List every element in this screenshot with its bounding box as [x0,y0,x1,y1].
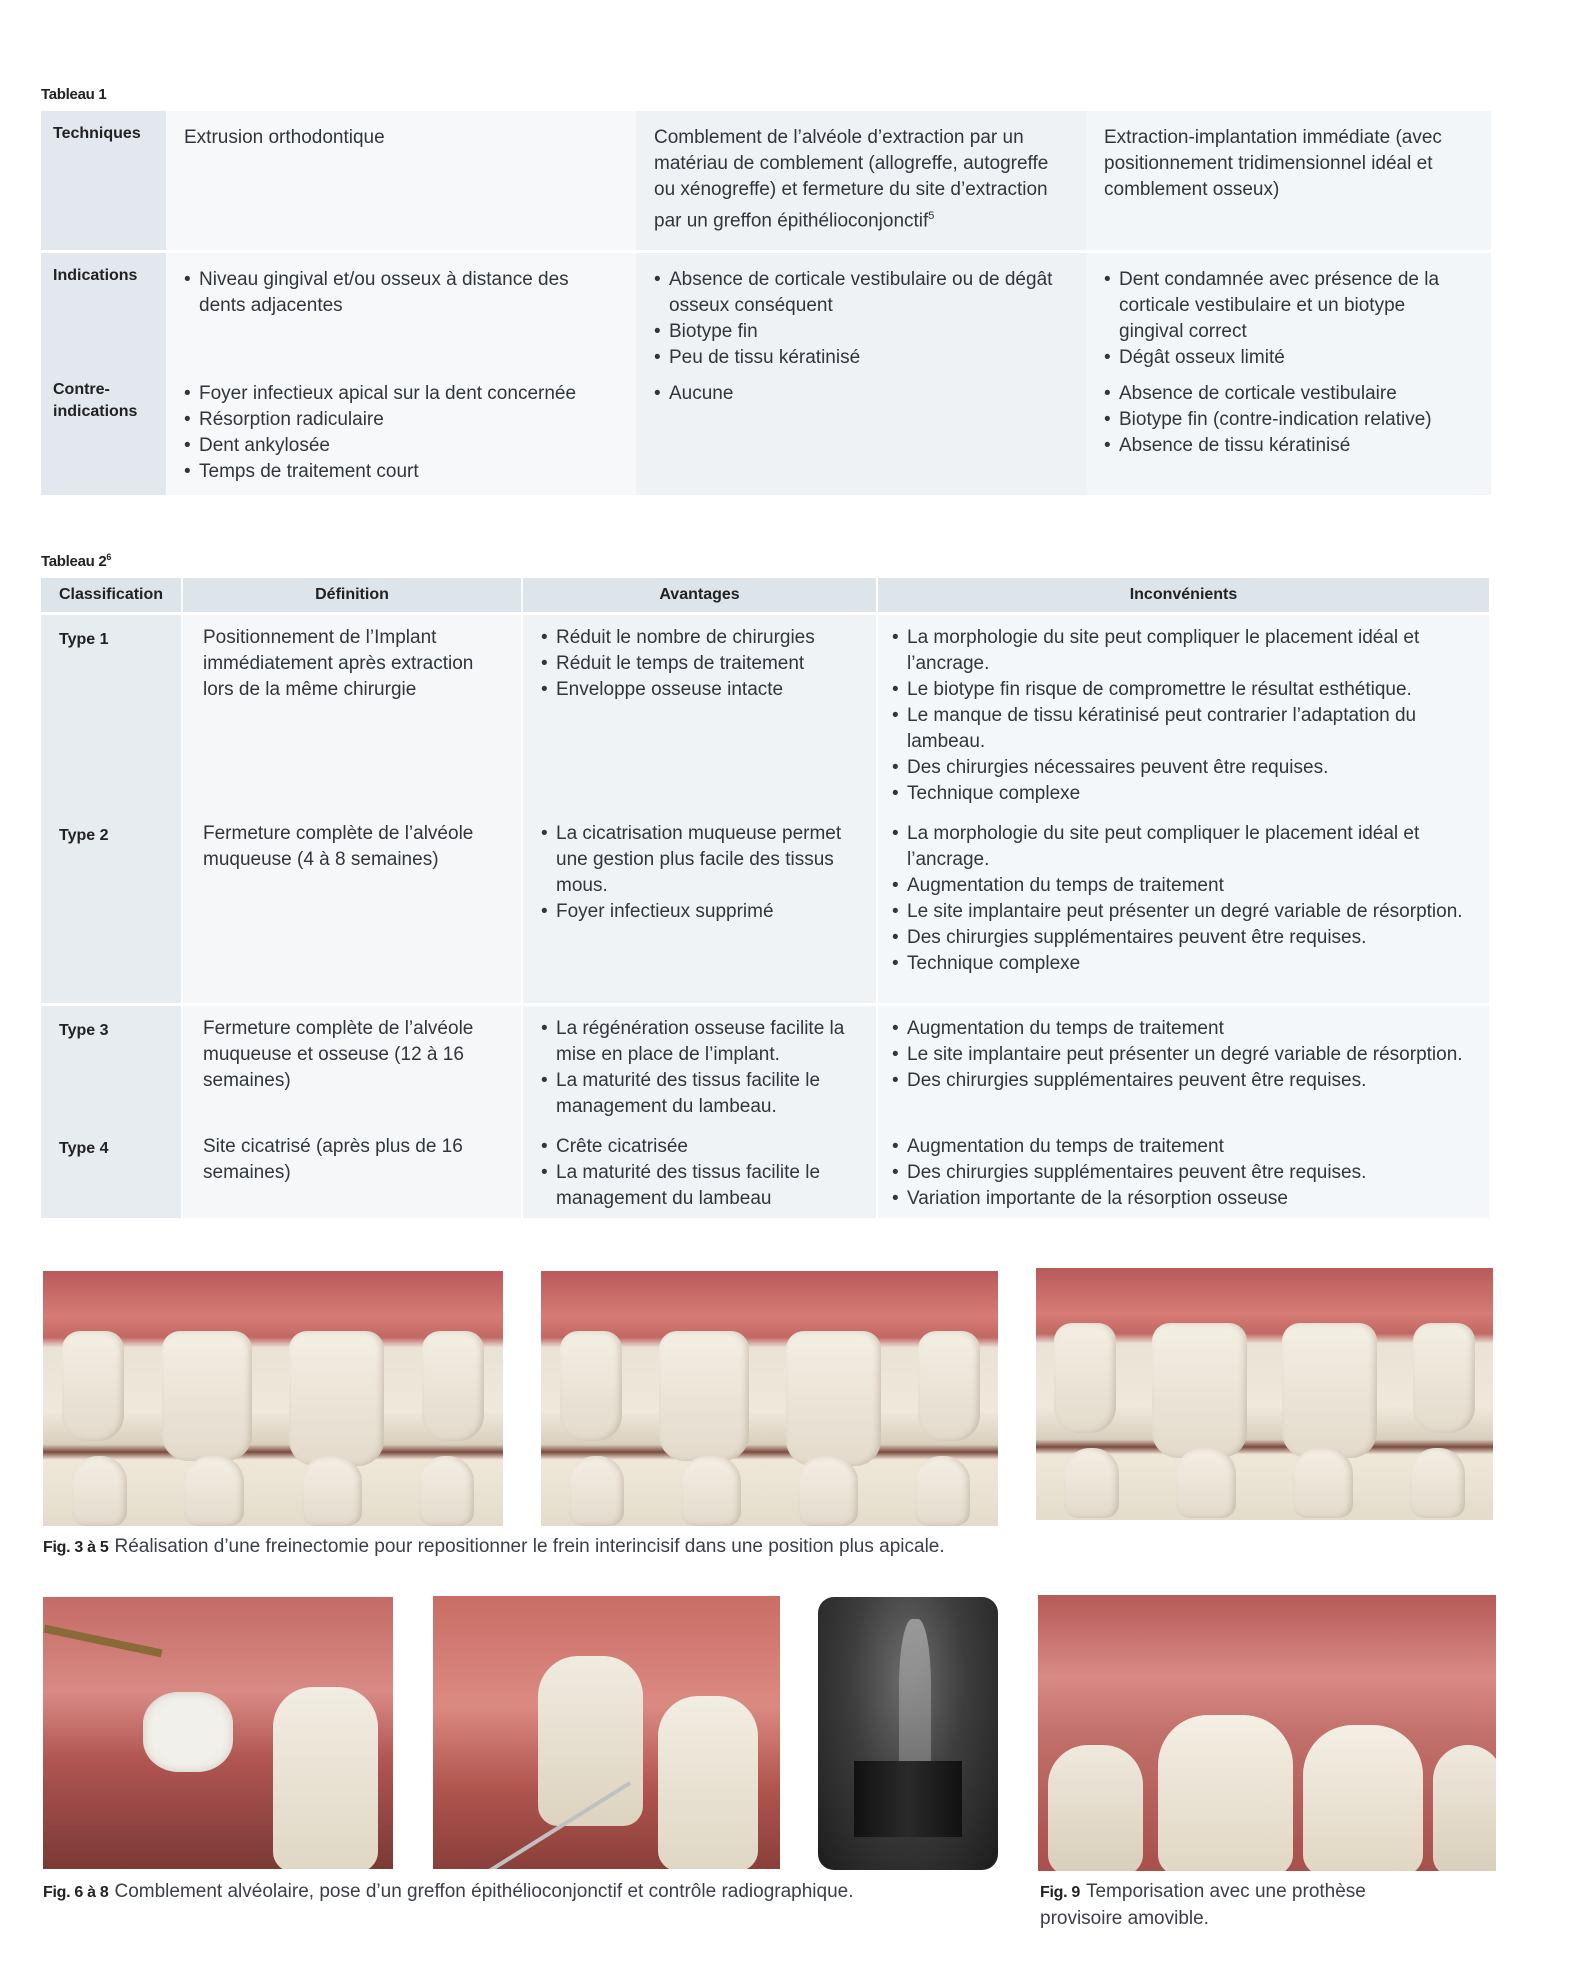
row-header: Type 4 [41,1124,183,1218]
list-item: • La morphologie du site peut compliquer le placement idéal et l’ancrage. [892,821,1477,873]
tableau2-title [41,552,111,570]
list-item: • Le site implantaire peut présenter un degré variable de résorption. [892,899,1477,925]
row-header: Type 1 [41,615,183,813]
figure-label: Fig. 6 à 8 [43,1884,109,1901]
table-row [41,367,1491,483]
list-item: • Crête cicatrisée [541,1134,864,1160]
table-row [41,253,1491,367]
cell [523,615,878,813]
list-item: • Réduit le nombre de chirurgies [541,625,864,651]
list-item: • Foyer infectieux supprimé [541,899,864,925]
list-item: • La morphologie du site peut compliquer le placement idéal et l’ancrage. [892,625,1477,677]
cell: Positionnement de l’Implant immédiatement après extraction lors de la même chirurgie [183,615,523,813]
list-item: • Technique complexe [892,951,1477,977]
table-row [41,612,1491,808]
table-row [41,1121,1491,1209]
list-item: • Réduit le temps de traitement [541,651,864,677]
list-item: • Des chirurgies supplémentaires peuvent être requises. [892,925,1477,951]
list-item: • Absence de tissu kératinisé [1104,433,1473,459]
list-item: • Enveloppe osseuse intacte [541,677,864,703]
list-item: • Absence de corticale vestibulaire ou de dégât osseux conséquent [654,267,1068,319]
list-item: • Aucune [654,381,1068,407]
photo-fig6 [43,1597,393,1869]
list-item: • Variation importante de la résorption osseuse [892,1186,1477,1212]
cell [523,1124,878,1218]
list-item: • Résorption radiculaire [184,407,618,433]
caption-fig3-5 [43,1534,945,1561]
list-item: • Le biotype fin risque de compromettre le résultat esthétique. [892,677,1477,703]
cell-text: Comblement de l’alvéole d’extraction par un matériau de comblement (allogreffe, autogreffe ou xénogreffe) et fermeture du site d’extraction par un greffon épithélioconjonctif [654,127,1049,232]
list-item: • Biotype fin (contre-indication relative) [1104,407,1473,433]
list-item: • Dent condamnée avec présence de la corticale vestibulaire et un biotype gingival correct [1104,267,1473,345]
photo-fig5 [1036,1268,1493,1520]
row-header: Contre-indications [41,367,166,495]
photo-fig3 [43,1271,503,1526]
list-item: • Augmentation du temps de traitement [892,1134,1477,1160]
caption-fig9 [1040,1879,1420,1932]
photo-fig8-radiograph [818,1597,998,1870]
cell [636,253,1086,381]
tableau1 [41,111,1491,483]
list-item: • Temps de traitement court [184,459,618,485]
cell [523,811,878,1003]
list-item: • Dent ankylosée [184,433,618,459]
cell [166,367,636,495]
implant-shape [854,1761,962,1837]
row-header: Techniques [41,111,166,250]
list-item: • Des chirurgies supplémentaires peuvent être requises. [892,1068,1477,1094]
caption-text: Réalisation d’une freinectomie pour repositionner le frein interincisif dans une position plus apicale. [114,1536,945,1557]
column-header: Avantages [523,578,878,612]
figure-label: Fig. 3 à 5 [43,1539,109,1556]
list-item: • Augmentation du temps de traitement [892,873,1477,899]
footnote-ref: 6 [106,552,112,562]
cell [1086,367,1491,495]
list-item: • Augmentation du temps de traitement [892,1016,1477,1042]
tableau1-title: Tableau 1 [41,86,107,103]
list-item: • La maturité des tissus facilite le management du lambeau [541,1160,864,1212]
title-text: Tableau 2 [41,553,107,570]
cell [878,615,1491,813]
cell [878,1006,1491,1126]
row-header: Type 2 [41,811,183,1003]
list-item: • Technique complexe [892,781,1477,807]
caption-text: Temporisation avec une prothèse provisoire amovible. [1040,1881,1366,1929]
list-item: • Biotype fin [654,319,1068,345]
row-header: Type 3 [41,1006,183,1126]
footnote-ref: 5 [928,210,935,222]
cell [636,111,1086,250]
cell: Extrusion orthodontique [166,111,636,250]
column-header: Inconvénients [878,578,1491,612]
table-row [41,1003,1491,1121]
cell [878,1124,1491,1218]
list-item: • Le manque de tissu kératinisé peut contrarier l’adaptation du lambeau. [892,703,1477,755]
table-header [41,578,1491,612]
list-item: • La cicatrisation muqueuse permet une gestion plus facile des tissus mous. [541,821,864,899]
list-item: • Absence de corticale vestibulaire [1104,381,1473,407]
tableau2 [41,578,1491,1209]
caption-fig6-8 [43,1879,854,1906]
column-header: Définition [183,578,523,612]
row-header: Indications [41,253,166,381]
cell [1086,253,1491,381]
column-header: Classification [41,578,183,612]
list-item: • La maturité des tissus facilite le management du lambeau. [541,1068,864,1120]
photo-fig9 [1038,1595,1496,1871]
cell [636,367,1086,495]
cell [166,253,636,381]
list-item: • Le site implantaire peut présenter un degré variable de résorption. [892,1042,1477,1068]
table-row [41,111,1491,253]
list-item: • Niveau gingival et/ou osseux à distance des dents adjacentes [184,267,618,319]
cell: Fermeture complète de l’alvéole muqueuse et osseuse (12 à 16 semaines) [183,1006,523,1126]
list-item: • Des chirurgies nécessaires peuvent être requises. [892,755,1477,781]
list-item: • Foyer infectieux apical sur la dent concernée [184,381,618,407]
list-item: • La régénération osseuse facilite la mise en place de l’implant. [541,1016,864,1068]
list-item: • Dégât osseux limité [1104,345,1473,371]
photo-fig7 [433,1596,780,1869]
caption-text: Comblement alvéolaire, pose d’un greffon épithélioconjonctif et contrôle radiographique. [114,1881,854,1902]
figure-label: Fig. 9 [1040,1884,1080,1901]
cell: Fermeture complète de l’alvéole muqueuse (4 à 8 semaines) [183,811,523,1003]
cell [523,1006,878,1126]
photo-fig4 [541,1271,998,1526]
cell: Extraction-implantation immédiate (avec positionnement tridimensionnel idéal et comblement osseux) [1086,111,1491,250]
cell: Site cicatrisé (après plus de 16 semaines) [183,1124,523,1218]
list-item: • Peu de tissu kératinisé [654,345,1068,371]
table-row [41,808,1491,1003]
cell [878,811,1491,1003]
list-item: • Des chirurgies supplémentaires peuvent être requises. [892,1160,1477,1186]
